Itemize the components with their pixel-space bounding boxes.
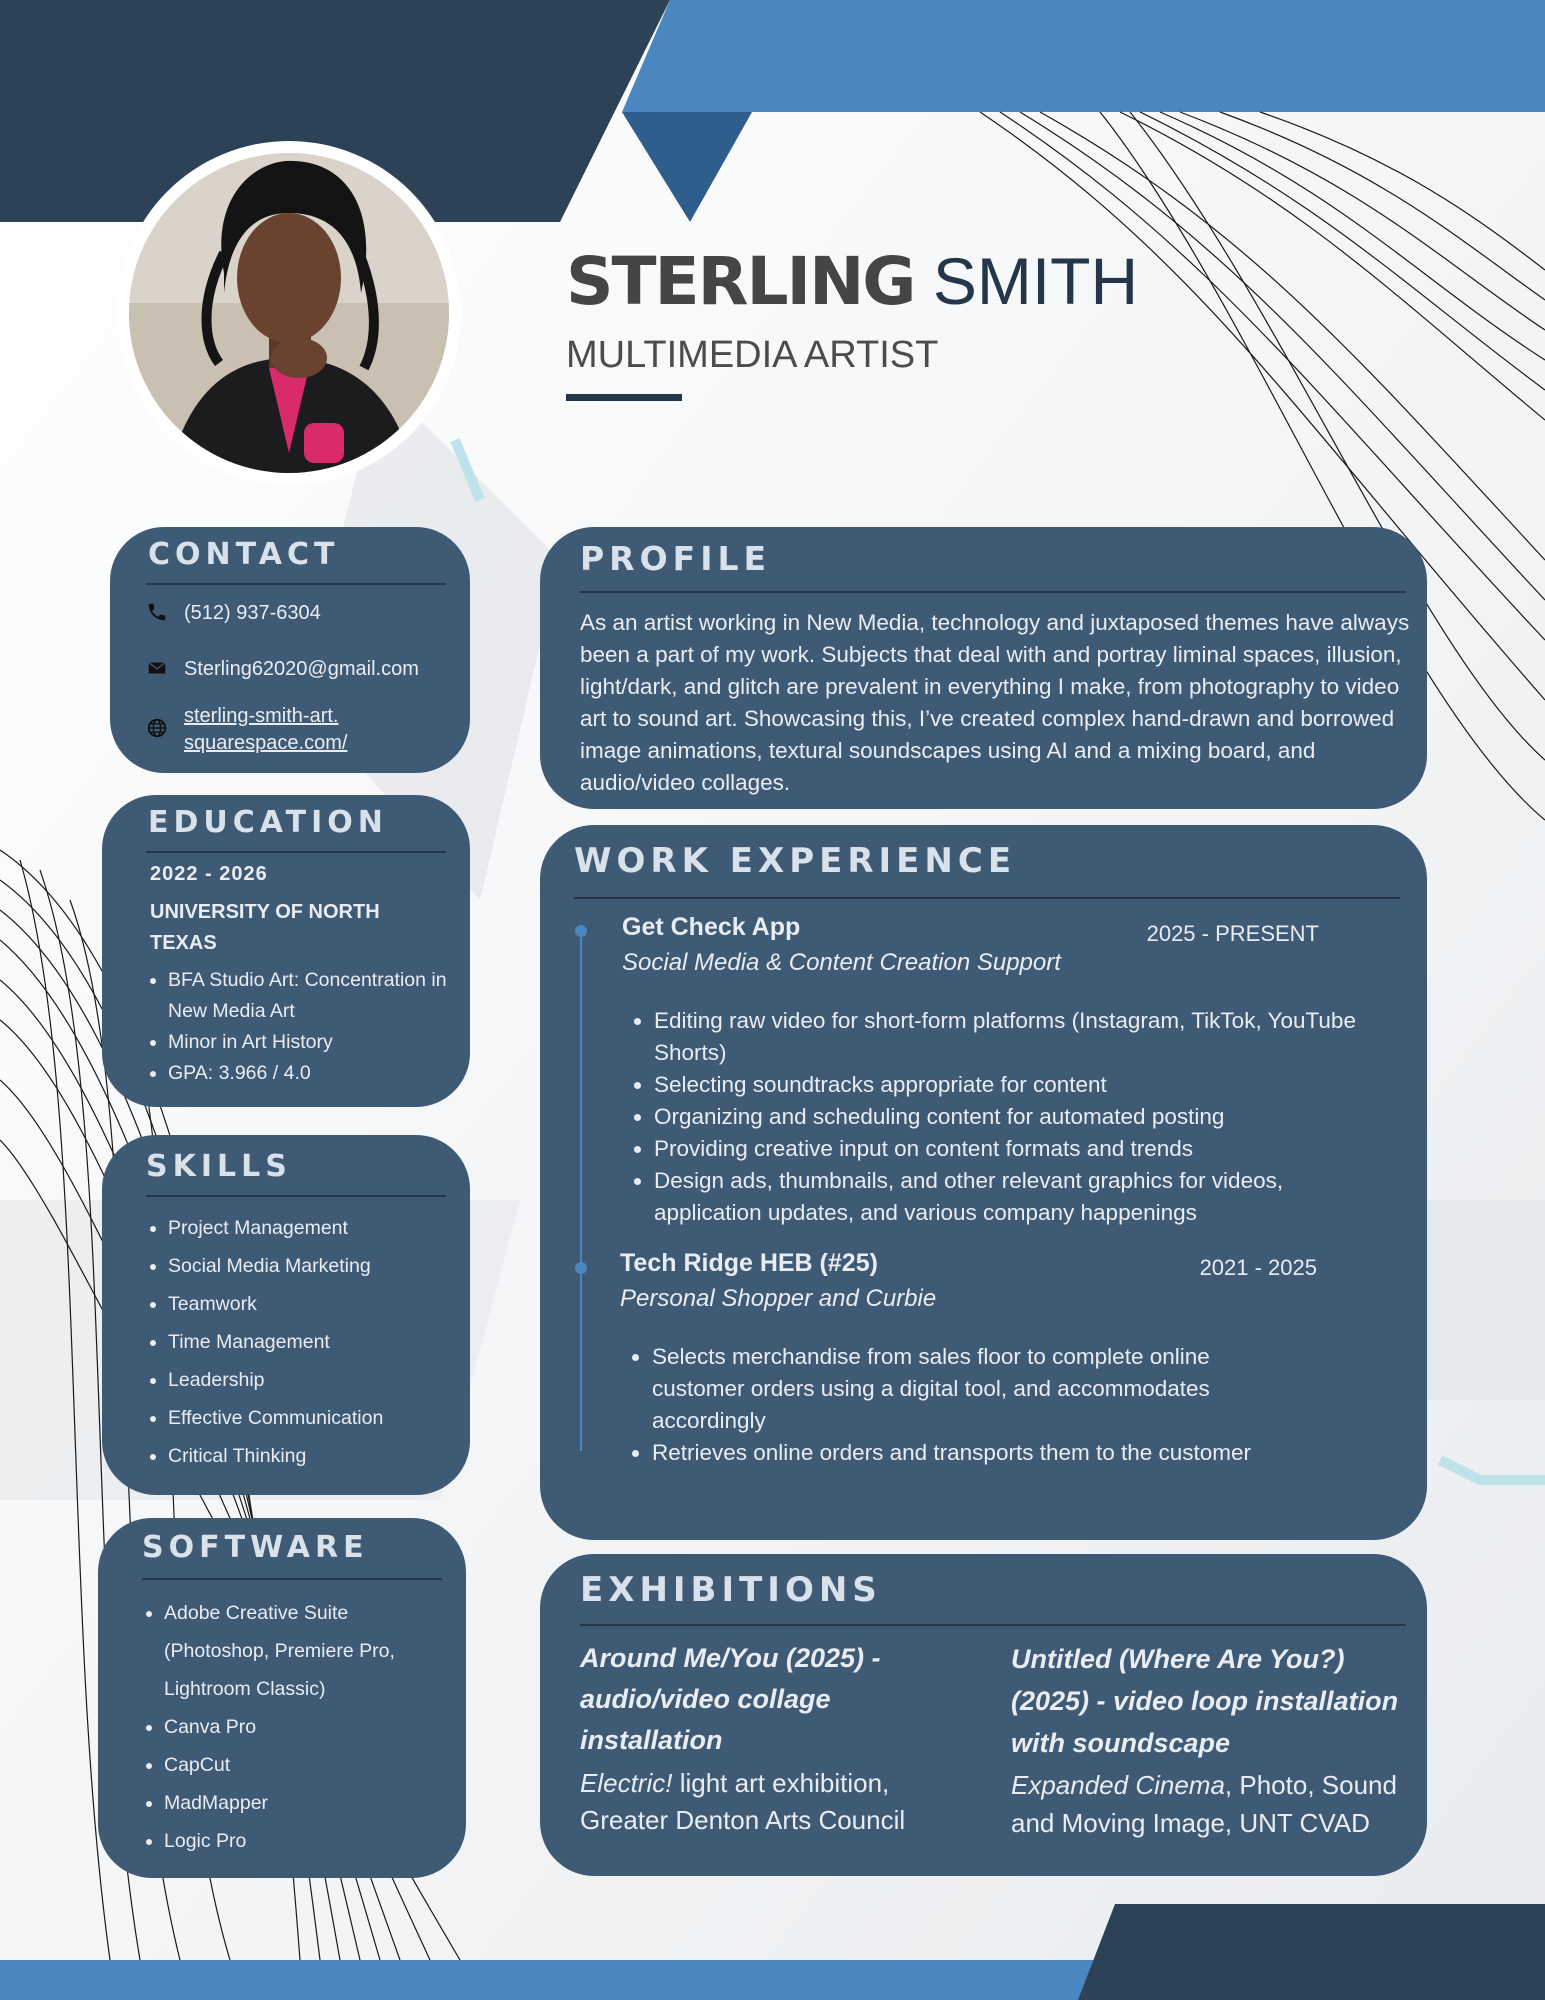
exhibition-venue-name: Electric! <box>580 1768 673 1798</box>
list-item: • Adobe Creative Suite (Photoshop, Premiere Pro, Lightroom Classic) <box>164 1594 454 1708</box>
list-item: • Editing raw video for short-form platforms (Instagram, TikTok, YouTube Shorts) <box>654 1005 1374 1069</box>
exhibition-venue-name: Expanded Cinema <box>1011 1770 1225 1800</box>
software-heading: SOFTWARE <box>142 1530 369 1565</box>
name-heading <box>566 244 1138 319</box>
software-card <box>98 1518 466 1878</box>
job-bullets <box>624 1005 1374 1229</box>
list-item: • BFA Studio Art: Concentration in New Media Art <box>168 965 478 1027</box>
job-dates: 2021 - 2025 <box>1199 1255 1317 1280</box>
list-item: • GPA: 3.966 / 4.0 <box>168 1058 478 1089</box>
profile-heading: PROFILE <box>580 539 772 578</box>
list-item: • Providing creative input on content formats and trends <box>654 1133 1374 1165</box>
contact-card <box>110 527 470 773</box>
job-bullets <box>622 1341 1302 1469</box>
profile-text: As an artist working in New Media, technology and juxtaposed themes have always been a part of my work. Subjects that deal with and portray liminal spaces, illusion, light/dark, and glitch are prevalent in everything I make, from photography to video art to sound art. Showcasing this, I’ve created complex hand-drawn and borrowed image animations, textural soundscapes using AI and a mixing board, and audio/video collages. <box>580 610 1410 795</box>
list-item: • Retrieves online orders and transports them to the customer <box>652 1437 1302 1469</box>
exhibition-title: Around Me/You (2025) - audio/video collage installation <box>580 1643 881 1755</box>
job-role: Social Media & Content Creation Support <box>622 949 1061 976</box>
website-line-1: sterling-smith-art. <box>184 705 339 727</box>
envelope-icon <box>146 657 170 681</box>
education-heading: EDUCATION <box>148 805 388 840</box>
education-card <box>102 795 470 1107</box>
education-years: 2022 - 2026 <box>150 863 268 885</box>
phone-icon <box>146 601 170 625</box>
list-item: • MadMapper <box>164 1784 454 1822</box>
exhibitions-heading: EXHIBITIONS <box>580 1570 882 1610</box>
skills-list <box>138 1209 488 1475</box>
software-divider <box>142 1578 442 1580</box>
profile-photo-frame <box>117 141 461 485</box>
list-item: • Project Management <box>168 1209 488 1247</box>
contact-divider <box>146 583 446 585</box>
contact-email-row <box>146 657 419 681</box>
list-item: • Critical Thinking <box>168 1437 488 1475</box>
list-item: • Design ads, thumbnails, and other relevant graphics for videos, application updates, and various company happenings <box>654 1165 1374 1229</box>
list-item: • Minor in Art History <box>168 1027 478 1058</box>
exhibitions-card <box>540 1554 1427 1876</box>
list-item: • Effective Communication <box>168 1399 488 1437</box>
exhibition-venue-rest: , Photo, Sound and Moving Image, UNT CVAD <box>1011 1770 1397 1838</box>
exhibition-item <box>1011 1638 1407 1842</box>
last-name: SMITH <box>932 244 1139 318</box>
job-company: Tech Ridge HEB (#25) <box>620 1249 878 1277</box>
list-item: • Leadership <box>168 1361 488 1399</box>
list-item: • Social Media Marketing <box>168 1247 488 1285</box>
work-card <box>540 825 1427 1540</box>
contact-email[interactable]: Sterling62020@gmail.com <box>184 658 419 680</box>
first-name: STERLING <box>566 243 915 320</box>
education-list <box>138 965 478 1089</box>
skills-card <box>102 1135 470 1495</box>
avatar <box>129 153 449 473</box>
education-school: UNIVERSITY OF NORTH TEXAS <box>150 901 380 954</box>
list-item: • Canva Pro <box>164 1708 454 1746</box>
list-item: • Teamwork <box>168 1285 488 1323</box>
list-item: • Selects merchandise from sales floor to complete online customer orders using a digital tool, and accommodates accordingly <box>652 1341 1302 1437</box>
work-heading: WORK EXPERIENCE <box>574 841 1017 881</box>
list-item: • Logic Pro <box>164 1822 454 1860</box>
software-list <box>134 1594 454 1860</box>
contact-heading: CONTACT <box>148 537 340 572</box>
profile-divider <box>580 591 1406 593</box>
exhibition-venue-rest: light art exhibition, Greater Denton Arts Council <box>580 1768 906 1835</box>
profile-card <box>540 527 1427 809</box>
contact-website-row <box>146 703 347 757</box>
education-divider <box>146 851 446 853</box>
website-line-2: squarespace.com/ <box>184 732 348 754</box>
list-item: • Organizing and scheduling content for automated posting <box>654 1101 1374 1133</box>
job-role: Personal Shopper and Curbie <box>620 1285 937 1312</box>
timeline-dot-2 <box>575 1262 587 1274</box>
contact-website-link[interactable] <box>184 703 347 757</box>
exhibitions-divider <box>580 1624 1406 1626</box>
work-divider <box>574 897 1400 899</box>
contact-phone[interactable]: (512) 937-6304 <box>184 602 321 624</box>
job-title: MULTIMEDIA ARTIST <box>566 334 939 376</box>
profile-photo <box>129 153 449 473</box>
job-company: Get Check App <box>622 913 801 941</box>
job-dates: 2025 - PRESENT <box>1146 921 1319 946</box>
exhibition-venue <box>580 1765 960 1839</box>
globe-icon <box>146 717 170 741</box>
exhibition-item <box>580 1638 960 1839</box>
exhibition-venue <box>1011 1766 1407 1842</box>
skills-divider <box>146 1195 446 1197</box>
timeline-line <box>580 931 582 1451</box>
list-item: • Time Management <box>168 1323 488 1361</box>
exhibition-title: Untitled (Where Are You?) (2025) - video loop installation with soundscape <box>1011 1644 1399 1758</box>
list-item: • CapCut <box>164 1746 454 1784</box>
list-item: • Selecting soundtracks appropriate for content <box>654 1069 1374 1101</box>
skills-heading: SKILLS <box>146 1149 292 1184</box>
timeline-dot-1 <box>575 925 587 937</box>
title-underline <box>566 394 682 401</box>
contact-phone-row <box>146 601 321 625</box>
